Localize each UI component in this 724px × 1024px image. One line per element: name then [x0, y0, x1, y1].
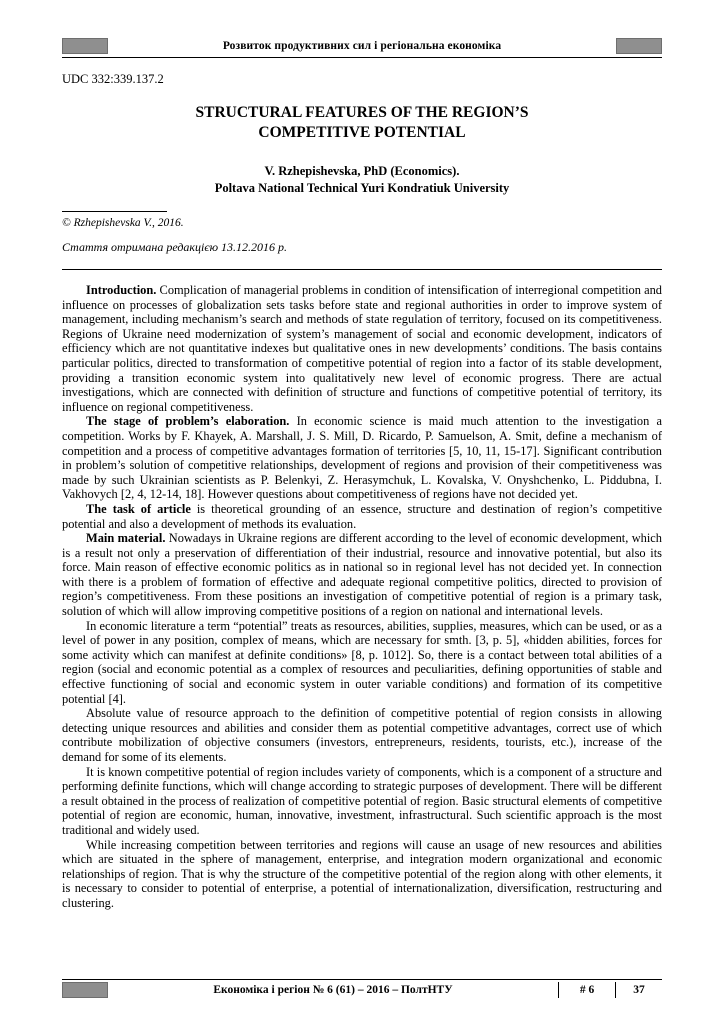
paragraph-lead: The task of article: [86, 501, 191, 516]
running-head-rule: [62, 57, 662, 58]
running-head-right-bar: [616, 38, 662, 54]
title-line-2: COMPETITIVE POTENTIAL: [258, 124, 466, 141]
footer-page-number: 37: [633, 984, 645, 996]
paragraph-text: In economic literature a term “potential” treats as resources, abilities, supplies, measures, which can be used, or as a level of power in any position, complex of means, which are necessary for smth. [3, p. 5], «hidden abilities, forces for some activity which can manifest at definite conditions» [8, p. 1012]. So, there is a contact between total abilities of a region (social and economic potential as a complex of resources and peculiarities, defining opportunities of stable and effective functioning of social and economic system in outer variable conditions) and formation of its competitive potential [4].: [62, 618, 662, 706]
title-line-1: STRUCTURAL FEATURES OF THE REGION’S: [195, 104, 529, 121]
paragraph: [62, 706, 662, 764]
footer-row: [62, 982, 662, 998]
paragraph-lead: Introduction.: [86, 283, 157, 297]
paragraph-lead: Main material.: [86, 531, 166, 546]
author-affiliation: Poltava National Technical Yuri Kondratiuk University: [214, 181, 510, 195]
paragraph-text: In economic science is maid much attention to the investigation a competition. Works by F. Khayek, A. Marshall, J. S. Mill, D. Ricardo, P. Samuelson, A. Smit, define a mechanism of competition and a process of competitive advantages formation of territories [5, 10, 11, 15-17]. Significant contribution in problem’s solution of competitive relationships, development of regions and provision of their competitiveness was made by such Ukrainian scientists as P. Belenkyi, Z. Herasymchuk, L. Kovalska, V. Onyshchenko, L. Piddubna, I. Vakhovych [2, 4, 12-14, 18]. However questions about competitiveness of regions have not decided yet.: [62, 414, 662, 502]
paragraph: [62, 838, 662, 911]
author-name: V. Rzhepishevska, PhD (Economics).: [264, 164, 460, 178]
udc-code: UDC 332:339.137.2: [62, 72, 164, 86]
footer-issue: # 6: [558, 982, 616, 998]
paragraph-text: is theoretical grounding of an essence, structure and destination of region’s competitive potential and also a development of methods its evaluation.: [62, 501, 663, 531]
paragraph: [62, 283, 662, 414]
running-head-title: Розвиток продуктивних сил і регіональна економіка: [222, 40, 502, 52]
footer-journal: Економіка і регіон № 6 (61) – 2016 – ПолтНТУ: [213, 984, 453, 996]
running-head-left-bar: [62, 38, 108, 54]
footer-left-bar: [62, 982, 108, 998]
header-divider: [62, 269, 662, 270]
page-footer: [62, 979, 662, 998]
article-body: [62, 283, 662, 911]
paragraph-text: Absolute value of resource approach to the definition of competitive potential of region consists in allowing detecting unique resources and abilities and consider them as potential competitive advantages, correct use of which contribute mobilization of objective consumers (investors, entrepreneurs, residents, tourists, etc.), increase of the demand for some of its elements.: [62, 706, 662, 764]
footer-rule: [62, 979, 662, 980]
paragraph: [62, 531, 662, 619]
running-head: [62, 38, 662, 54]
paragraph: [62, 414, 662, 502]
paragraph: [62, 619, 662, 707]
paragraph-text: Complication of managerial problems in condition of intensification of interregional competition and influence on processes of globalization sets tasks before state and regional authorities in order to improve system of management, including mechanism’s search and methods of state regulation of territory, focused on its competitiveness. Regions of Ukraine need modernization of system’s management of social and economic development, indicators of efficiency which are not quantitative indexes but qualitative ones in new developments’ conditions. The basis contains particular politics, directed to transformation of competitive potential of region into a factor of its stable development, providing a transition economic system into qualitatively new level of economic progress. There are actual investigations, which are connected with definition of structure and functions of competitive potential of territory, its influence on regional competitiveness.: [62, 283, 662, 414]
page-title: [62, 103, 662, 143]
received-date: Стаття отримана редакцією 13.12.2016 р.: [62, 240, 288, 254]
paragraph-text: Nowadays in Ukraine regions are different according to the level of economic development, which is a result not only a preservation of differentiation of their industrial, resource and innovative potential, but also its force. Main reason of effective economic politics as in national so in regional level has not decided yet. In connection with there is a problem of formation of effective and adequate regional competitive politics, directed to provision of region’s competitiveness. From these positions an investigation of competitive potential of region is a primary task, solution of which will allow improving competitive positions of a region on national and international levels.: [62, 531, 662, 619]
copyright-divider: [62, 211, 167, 212]
paragraph-text: While increasing competition between territories and regions will cause an usage of new resources and abilities which are situated in the sphere of management, enterprise, and integration modern organizational and economic relationships of region. That is why the structure of the competitive potential of the region along with other elements, it is necessary to consider to potential of enterprise, a potential of internationalization, diversification, restructuring and clustering.: [62, 837, 662, 910]
copyright-note: © Rzhepishevska V., 2016.: [62, 217, 184, 229]
paragraph-text: It is known competitive potential of region includes variety of components, which is a component of a structure and performing definite functions, which will change according to strategic purposes of development. There will be different a result obtained in the process of realization of competitive potential of region. Basic structural elements of competitive potential of region are economic, human, innovative, investment, infrastructural. Such scientific approach is the most traditional and widely used.: [62, 764, 662, 837]
paragraph: [62, 765, 662, 838]
paragraph-lead: The stage of problem’s elaboration.: [86, 414, 290, 429]
paragraph: [62, 502, 662, 531]
author-block: [62, 163, 662, 197]
